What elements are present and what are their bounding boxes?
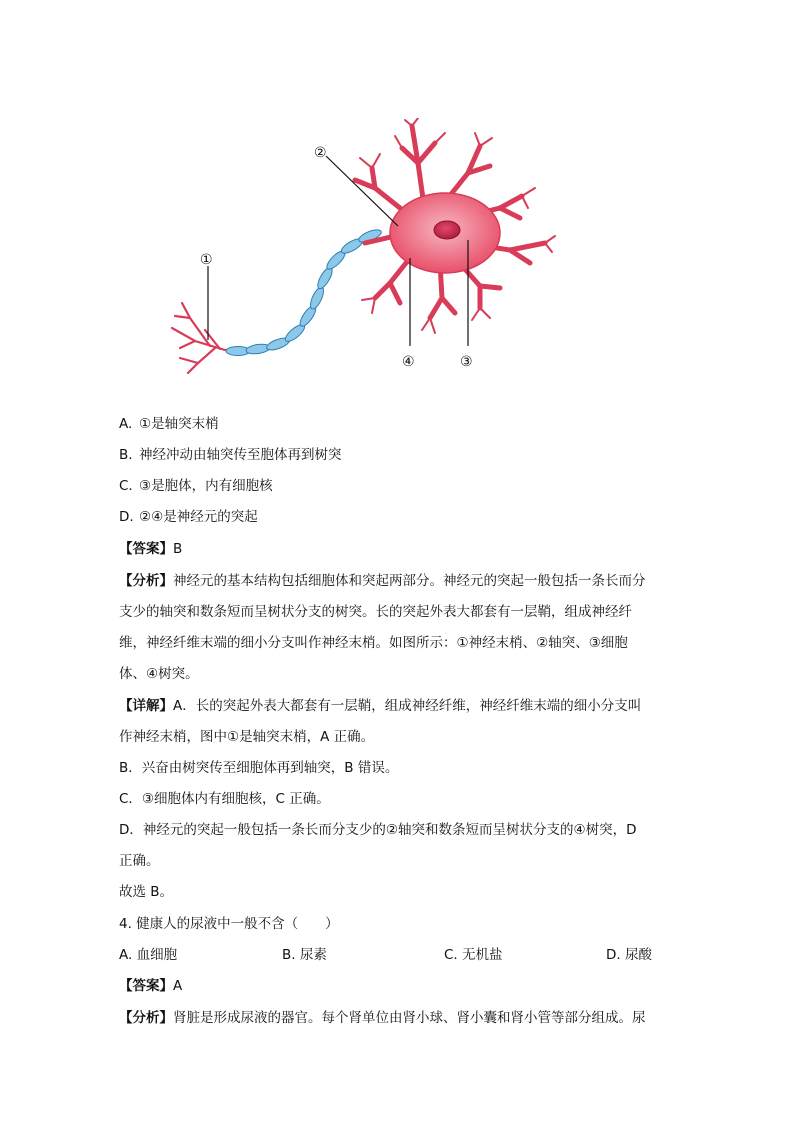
detail-line-7: 故选 B。: [119, 884, 174, 900]
option-a: A. ①是轴突末梢: [119, 416, 219, 432]
option-d: D. ②④是神经元的突起: [119, 509, 258, 525]
callout-1: ①: [200, 252, 213, 268]
detail-line-6: 正确。: [119, 853, 160, 869]
detail-line-5: D．神经元的突起一般包括一条长而分支少的②轴突和数条短而呈树状分支的④树突，D: [119, 822, 637, 838]
detail-line-3: B．兴奋由树突传至细胞体再到轴突，B 错误。: [119, 760, 399, 776]
analysis-line-3: 维，神经纤维末端的细小分支叫作神经末梢。如图所示：①神经末梢、②轴突、③细胞: [119, 635, 628, 651]
option-c: C. ③是胞体，内有细胞核: [119, 478, 273, 494]
neuron-diagram: [150, 118, 570, 378]
analysis-line-1: 【分析】神经元的基本结构包括细胞体和突起两部分。神经元的突起一般包括一条长而分: [119, 573, 646, 589]
option-b: B. 神经冲动由轴突传至胞体再到树突: [119, 447, 342, 463]
callout-3: ③: [460, 354, 473, 370]
q4-analysis-line: 【分析】肾脏是形成尿液的器官。每个肾单位由肾小球、肾小囊和肾小管等部分组成。尿: [119, 1010, 646, 1026]
detail-line-1: 【详解】A．长的突起外表大都套有一层鞘，组成神经纤维，神经纤维末端的细小分支叫: [119, 698, 642, 714]
question-4-stem: 4. 健康人的尿液中一般不含（ ）: [119, 916, 339, 932]
q4-choice-a: A. 血细胞: [119, 947, 178, 963]
callout-4: ④: [402, 354, 415, 370]
detail-line-4: C．③细胞体内有细胞核，C 正确。: [119, 791, 330, 807]
q4-choice-c: C. 无机盐: [444, 947, 503, 963]
q4-choice-b: B. 尿素: [282, 947, 327, 963]
answer-line: 【答案】B: [119, 541, 183, 557]
nucleus: [434, 221, 460, 239]
analysis-line-2: 支少的轴突和数条短而呈树状分支的树突。长的突起外表大都套有一层鞘，组成神经纤: [119, 604, 632, 620]
axon-terminal: [172, 303, 225, 373]
analysis-line-4: 体、④树突。: [119, 666, 199, 682]
q4-choice-d: D. 尿酸: [606, 947, 652, 963]
callout-2: ②: [314, 145, 327, 161]
q4-answer-line: 【答案】A: [119, 978, 183, 994]
axon: [225, 227, 383, 355]
detail-line-2: 作神经末梢，图中①是轴突末梢，A 正确。: [119, 729, 375, 745]
